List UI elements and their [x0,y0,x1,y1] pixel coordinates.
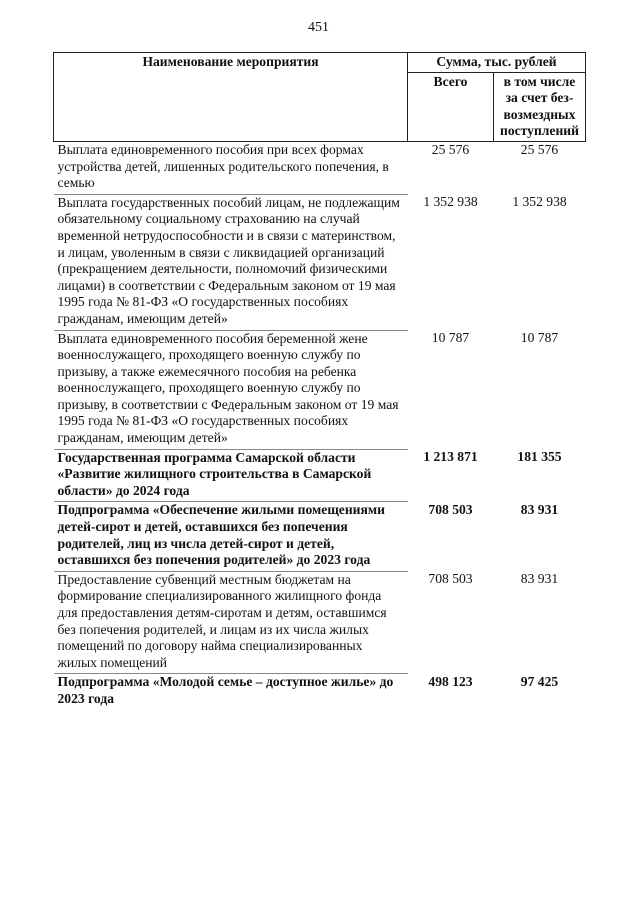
header-sum: Сумма, тыс. рублей [408,53,586,73]
row-gratuitous: 1 352 938 [512,194,567,210]
row-name: Подпрограмма «Молодой семье – доступное жилье» до 2023 года [54,674,408,710]
table-body [54,141,586,709]
table-row [54,141,586,194]
table-row [54,571,586,674]
header-name: Наименование мероприятия [54,53,408,142]
table-row [54,674,586,710]
row-gratuitous: 83 931 [520,501,559,517]
row-name: Предоставление субвенций местным бюджетам на формирование специализированного жилищного фонда для предоставления детям-сиротам и детям, оставшимся без попечения родителей, и лицам из их числа жилых помещений по договору найма специализированных жилых помещений [54,571,408,674]
row-total: 10 787 [431,330,470,345]
row-name: Выплата государственных пособий лицам, не подлежащим обязательному социальному страхованию на случай временной нетрудоспособности и в связи с материнством, и лицам, уволенным в связи с ликвидацией организаций (прекращением деятельности, полномочий физическими лицами) в соответствии с Федеральным законом от 19 мая 1995 года № 81-ФЗ «О государственных пособиях гражданам, имеющим детей» [54,194,408,330]
header-total: Всего [408,72,494,141]
row-total: 708 503 [428,571,473,587]
table-row [54,502,586,571]
row-gratuitous: 83 931 [520,571,559,587]
row-gratuitous: 97 425 [520,673,559,689]
row-total: 1 213 871 [423,449,478,465]
row-gratuitous: 10 787 [520,330,559,345]
row-name: Подпрограмма «Обеспечение жилыми помещениями детей-сирот и детей, оставшихся без попечения родителей, лиц из числа детей-сирот и детей, оставшихся без попечения родителей» до 2023 года [54,502,408,571]
row-total: 498 123 [428,673,473,689]
row-total: 708 503 [428,501,473,517]
table-row [54,449,586,502]
row-gratuitous: 25 576 [520,141,559,157]
row-total: 1 352 938 [423,194,478,210]
page-number: 451 [308,20,329,35]
row-gratuitous: 181 355 [517,449,562,465]
row-name: Государственная программа Самарской области «Развитие жилищного строительства в Самарской области» до 2024 года [54,449,408,502]
row-total: 25 576 [431,141,470,157]
budget-table [53,52,586,710]
row-name: Выплата единовременного пособия при всех формах устройства детей, лишенных родительского попечения, в семью [57,141,389,191]
table-row [54,330,586,449]
row-name: Выплата единовременного пособия беременной жене военнослужащего, проходящего военную службу по призыву, а также ежемесячного пособия на ребенка военнослужащего, проходящего военную службу по призыву, в соответствии с Федеральным законом от 19 мая 1995 года № 81-ФЗ «О государственных пособиях гражданам, имеющим детей» [54,330,408,449]
table-row [54,194,586,330]
header-gratuitous: в том числе за счет без-возмездных поступлений [494,72,586,141]
